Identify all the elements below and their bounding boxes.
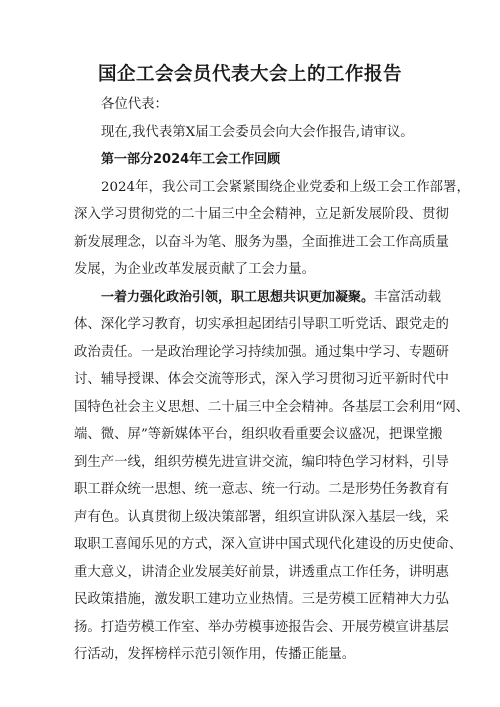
para2-line: 民政策措施，激发职工建功立业热情。三是劳模工匠精神大力弘 <box>74 592 449 607</box>
para2-line: 声有色。认真贯彻上级决策部署，组织宣讲队深入基层一线，采 <box>74 509 449 525</box>
salutation: 各位代表： <box>101 97 168 112</box>
para2-line: 体、深化学习教育，切实承担起团结引导职工听党话、跟党走的 <box>74 317 449 332</box>
para2-line: 扬。打造劳模工作室、举办劳模事迹报告会、开展劳模宣讲基层 <box>74 619 449 635</box>
para2-line: 到生产一线，组织劳模先进宣讲交流，编印特色学习材料，引导 <box>74 454 449 470</box>
para1-line: 新发展理念，以奋斗为笔、服务为墨，全面推进工会工作高质量 <box>74 234 449 250</box>
section-heading: 第一部分2024年工会工作回顾 <box>101 152 281 167</box>
para2-line: 取职工喜闻乐见的方式，深入宣讲中国式现代化建设的历史使命、 <box>74 537 463 552</box>
para2-first-rest: 丰富活动载 <box>374 289 441 305</box>
para1-line: 发展，为企业改革发展贡献了工会力量。 <box>74 262 316 277</box>
intro-paragraph: 现在,我代表第X届工会委员会向大会作报告,请审议。 <box>101 124 414 140</box>
para2-line: 职工群众统一思想、统一意志、统一行动。二是形势任务教育有 <box>74 482 449 497</box>
para2-line: 行活动，发挥榜样示范引领作用，传播正能量。 <box>74 647 356 662</box>
para2-lead-heading: 一着力强化政治引领，职工思想共识更加凝聚。 <box>101 289 375 305</box>
para2-line: 重大意义，讲清企业发展美好前景，讲透重点工作任务，讲明惠 <box>74 564 449 580</box>
para2-line: 讨、辅导授课、体会交流等形式，深入学习贯彻习近平新时代中 <box>74 372 449 387</box>
document-title: 国企工会会员代表大会上的工作报告 <box>97 64 402 85</box>
para2-line: 政治责任。一是政治理论学习持续加强。通过集中学习、专题研 <box>74 344 449 360</box>
para2-first-line <box>74 284 441 312</box>
para1-line: 2024年，我公司工会紧紧围绕企业党委和上级工会工作部署， <box>101 179 470 195</box>
para2-line: 国特色社会主义思想、二十届三中全会精神。各基层工会利用“网、 <box>74 399 470 415</box>
para1-line: 深入学习贯彻党的二十届三中全会精神，立足新发展阶段、贯彻 <box>74 207 449 222</box>
document-body <box>74 91 470 669</box>
para2-line: 端、微、屏”等新媒体平台，组织收看重要会议盛况，把课堂搬 <box>74 427 443 442</box>
